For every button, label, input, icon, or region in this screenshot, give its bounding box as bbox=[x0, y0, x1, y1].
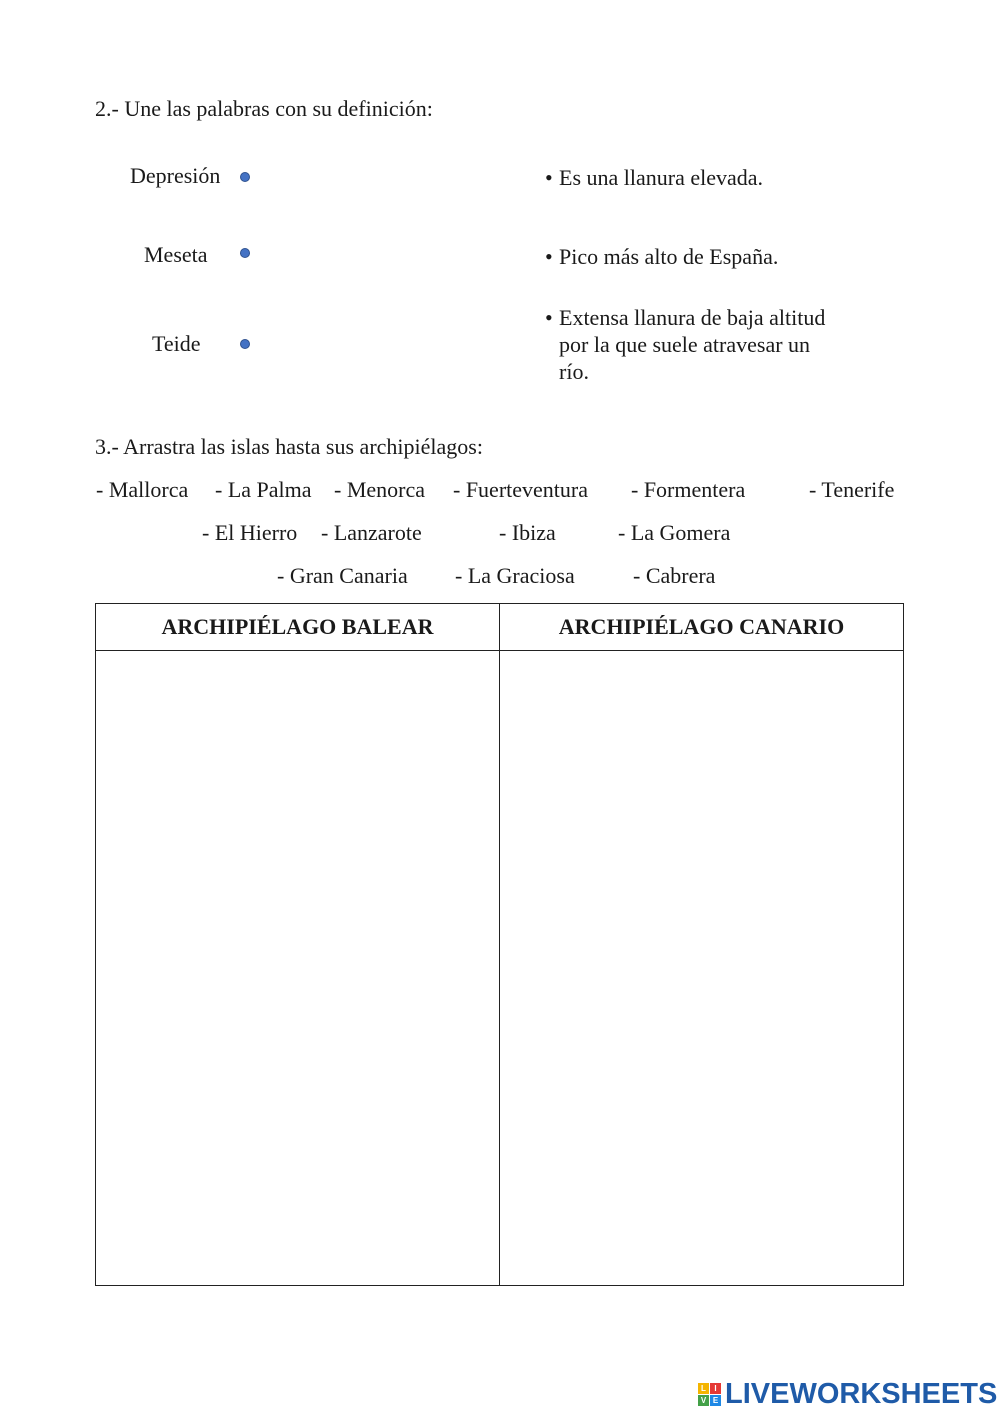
liveworksheets-logo-icon bbox=[698, 1383, 721, 1406]
island-tenerife[interactable]: - Tenerife bbox=[809, 477, 895, 502]
island-la-graciosa[interactable]: - La Graciosa bbox=[455, 563, 575, 588]
match-dot-meseta[interactable] bbox=[240, 248, 250, 258]
match-dot-teide[interactable] bbox=[240, 339, 250, 349]
definition-1[interactable] bbox=[545, 164, 763, 191]
island-menorca[interactable]: - Menorca bbox=[334, 477, 426, 502]
island-formentera[interactable]: - Formentera bbox=[631, 477, 746, 502]
archipelago-table bbox=[95, 603, 904, 1286]
definition-3-line-1: Extensa llanura de baja altitud bbox=[559, 305, 826, 330]
island-cabrera[interactable]: - Cabrera bbox=[633, 563, 716, 588]
logo-letter-e: E bbox=[710, 1395, 721, 1406]
island-fuerteventura[interactable]: - Fuerteventura bbox=[453, 477, 588, 502]
island-la-palma[interactable]: - La Palma bbox=[215, 477, 312, 502]
definition-1-text: Es una llanura elevada. bbox=[559, 165, 764, 190]
logo-letter-l: L bbox=[698, 1383, 709, 1394]
dropzone-balear[interactable] bbox=[96, 651, 500, 1286]
bullet-dot-icon: • bbox=[545, 244, 553, 269]
logo-letter-v: V bbox=[698, 1395, 709, 1406]
bullet-dot-icon: • bbox=[545, 305, 553, 330]
exercise-3-title: 3.- Arrastra las islas hasta sus archipiélagos: bbox=[95, 434, 483, 459]
logo-text: LIVEWORKSHEETS bbox=[725, 1377, 998, 1410]
liveworksheets-logo bbox=[698, 1377, 997, 1411]
definition-2[interactable] bbox=[545, 243, 778, 270]
island-el-hierro[interactable]: - El Hierro bbox=[202, 520, 298, 545]
island-mallorca[interactable]: - Mallorca bbox=[96, 477, 189, 502]
definition-3[interactable] bbox=[545, 304, 825, 385]
definition-3-line-2: por la que suele atravesar un bbox=[559, 332, 811, 357]
term-meseta: Meseta bbox=[144, 242, 208, 267]
exercise-2-title: 2.- Une las palabras con su definición: bbox=[95, 96, 433, 121]
island-lanzarote[interactable]: - Lanzarote bbox=[321, 520, 422, 545]
dropzone-canario[interactable] bbox=[500, 651, 904, 1286]
match-dot-depresion[interactable] bbox=[240, 172, 250, 182]
term-teide: Teide bbox=[152, 331, 201, 356]
logo-letter-i: I bbox=[710, 1383, 721, 1394]
term-depresion: Depresión bbox=[130, 163, 221, 188]
bullet-dot-icon: • bbox=[545, 165, 553, 190]
island-gran-canaria[interactable]: - Gran Canaria bbox=[277, 563, 408, 588]
island-ibiza[interactable]: - Ibiza bbox=[499, 520, 556, 545]
header-canario: ARCHIPIÉLAGO CANARIO bbox=[500, 604, 904, 651]
definition-2-text: Pico más alto de España. bbox=[559, 244, 779, 269]
island-la-gomera[interactable]: - La Gomera bbox=[618, 520, 731, 545]
header-balear: ARCHIPIÉLAGO BALEAR bbox=[96, 604, 500, 651]
definition-3-line-3: río. bbox=[559, 359, 589, 384]
